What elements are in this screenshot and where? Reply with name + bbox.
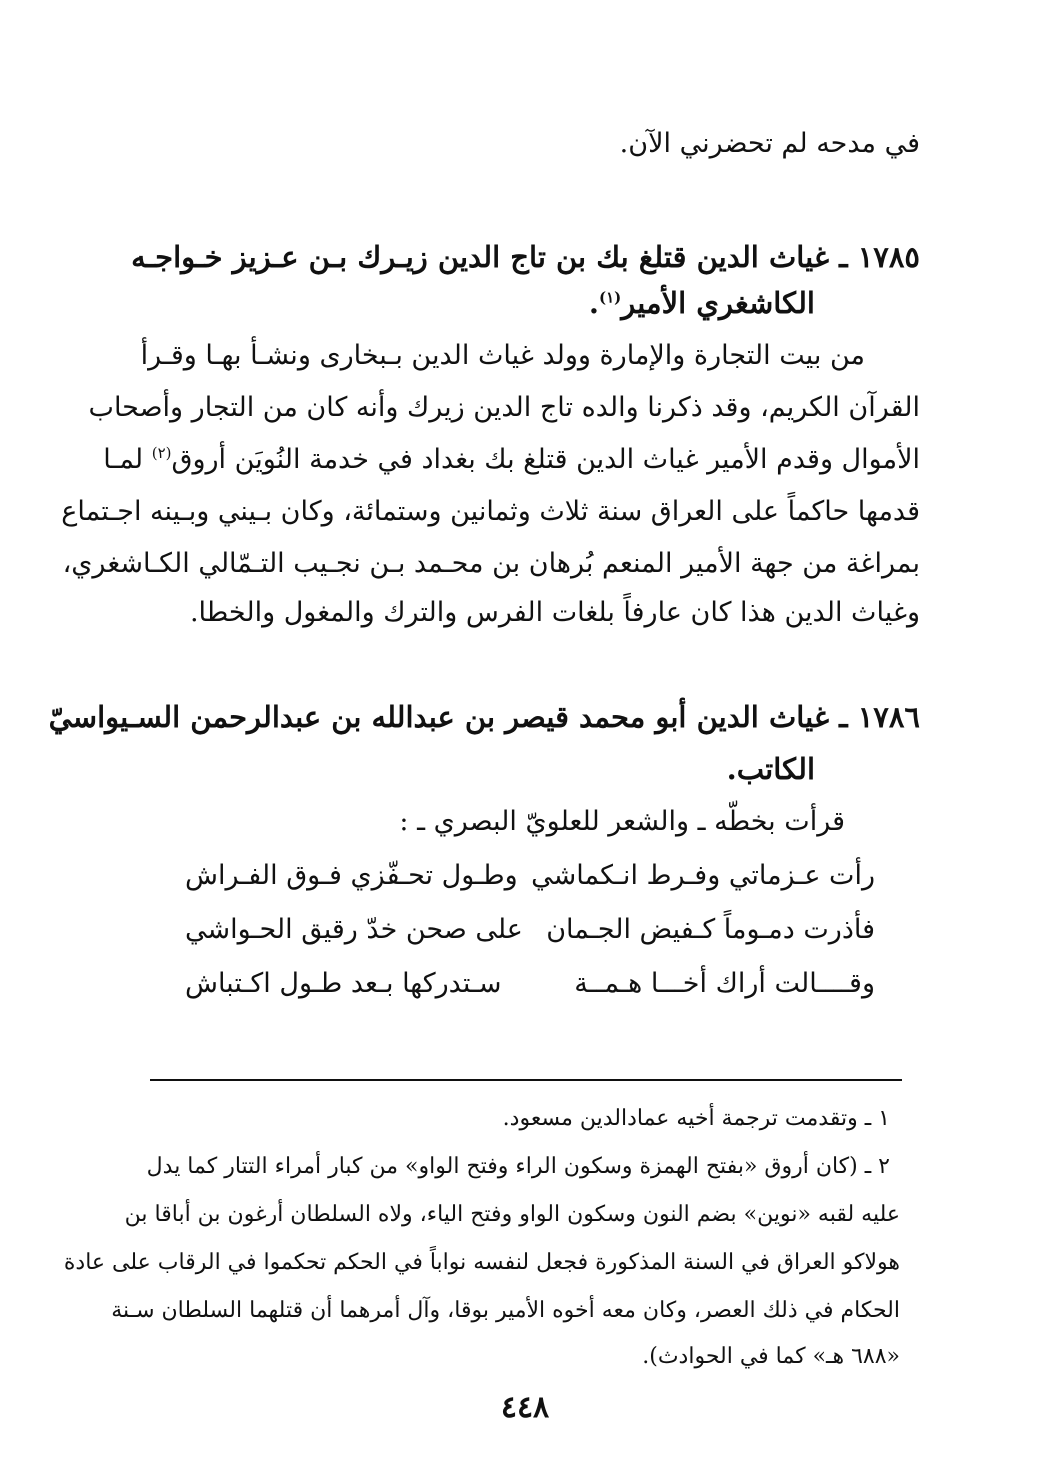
- footnote-ref-2: (٢): [151, 444, 172, 462]
- entry-1785-body-line3: [103, 444, 920, 475]
- footnote-ref-1: (١): [599, 288, 622, 307]
- footnote-2-line5: «٦٨٨ هـ» كما في الحوادث).: [642, 1344, 900, 1369]
- verse-first-hemistich: وقــــالت أراك أخـــا هـمــة: [574, 968, 875, 999]
- verse-first-hemistich: فأذرت دمـوماً كـفيض الجـمان: [546, 914, 875, 945]
- entry-1785-body-line6: وغياث الدين هذا كان عارفاً بلغات الفرس والترك والمغول والخطا.: [189, 597, 920, 628]
- entry-1785-body-line3-text: الأموال وقدم الأمير غياث الدين قتلغ بك بغداد في خدمة النُويَن أروق: [171, 444, 920, 475]
- footnote-2-line4: الحكام في ذلك العصر، وكان معه أخوه الأمير بوقا، وآل أمرهما أن قتلهما السلطان سـنة: [111, 1298, 900, 1323]
- verse-first-hemistich: رأت عـزماتي وفـرط انـكماشي: [531, 860, 875, 891]
- entry-1785-heading-text: الكاشغري الأمير: [621, 286, 815, 320]
- verse-second-hemistich: سـتدركها بـعد طـول اكـتباش: [185, 968, 502, 999]
- footnote-2-line3: هولاكو العراق في السنة المذكورة فجعل لنفسه نواباً في الحكم تحكموا في الرقاب على عادة: [63, 1250, 900, 1275]
- entry-1786-heading-line1: ١٧٨٦ ـ غياث الدين أبو محمد قيصر بن عبدالله بن عبدالرحمن السـيواسيّ: [48, 700, 920, 734]
- entry-1786-heading-line2: الكاتب.: [726, 752, 815, 786]
- entry-1785-body-line3-end: لمـا: [103, 444, 152, 475]
- footnote-2-line1: ٢ ـ (كان أروق «بفتح الهمزة وسكون الراء وفتح الواو» من كبار أمراء التتار كما يدل: [146, 1154, 890, 1179]
- continuation-line: في مدحه لم تحضرني الآن.: [619, 128, 920, 159]
- entry-1785-heading-end: .: [588, 286, 599, 320]
- poem-verse: [185, 914, 875, 956]
- verse-second-hemistich: على صحن خدّ رقيق الحـواشي: [185, 914, 523, 945]
- poem-verse: [185, 968, 875, 1010]
- entry-1785-body-line2: القرآن الكريم، وقد ذكرنا والده تاج الدين زيرك وأنه كان من التجار وأصحاب: [88, 392, 920, 423]
- entry-1785-body-line4: قدمها حاكماً على العراق سنة ثلاث وثمانين وستمائة، وكان بـيني وبـينه اجـتماع: [61, 496, 920, 527]
- poem-intro: قرأت بخطّه ـ والشعر للعلويّ البصري ـ :: [399, 806, 845, 837]
- entry-1785-heading-line2: [150, 286, 815, 320]
- poem-verse: [185, 860, 875, 902]
- footnote-1: ١ ـ وتقدمت ترجمة أخيه عمادالدين مسعود.: [502, 1106, 890, 1131]
- entry-1785-heading-line1: ١٧٨٥ ـ غياث الدين قتلغ بك بن تاج الدين زيـرك بـن عـزيز خـواجـه: [131, 240, 920, 274]
- entry-1785-body-line5: بمراغة من جهة الأمير المنعم بُرهان بن محـمد بـن نجـيب التـمّالي الكـاشغري،: [62, 548, 920, 579]
- footnote-divider: [150, 1079, 902, 1081]
- verse-second-hemistich: وطـول تحـفّزي فـوق الفـراش: [185, 860, 518, 891]
- entry-1785-body-line1: من بيت التجارة والإمارة وولد غياث الدين بـبخارى ونشـأ بهـا وقـرأ: [140, 340, 865, 371]
- page-number: ٤٤٨: [500, 1390, 550, 1425]
- footnote-2-line2: عليه لقبه «نوين» بضم النون وسكون الواو وفتح الياء، ولاه السلطان أرغون بن أباقا بن: [124, 1202, 900, 1227]
